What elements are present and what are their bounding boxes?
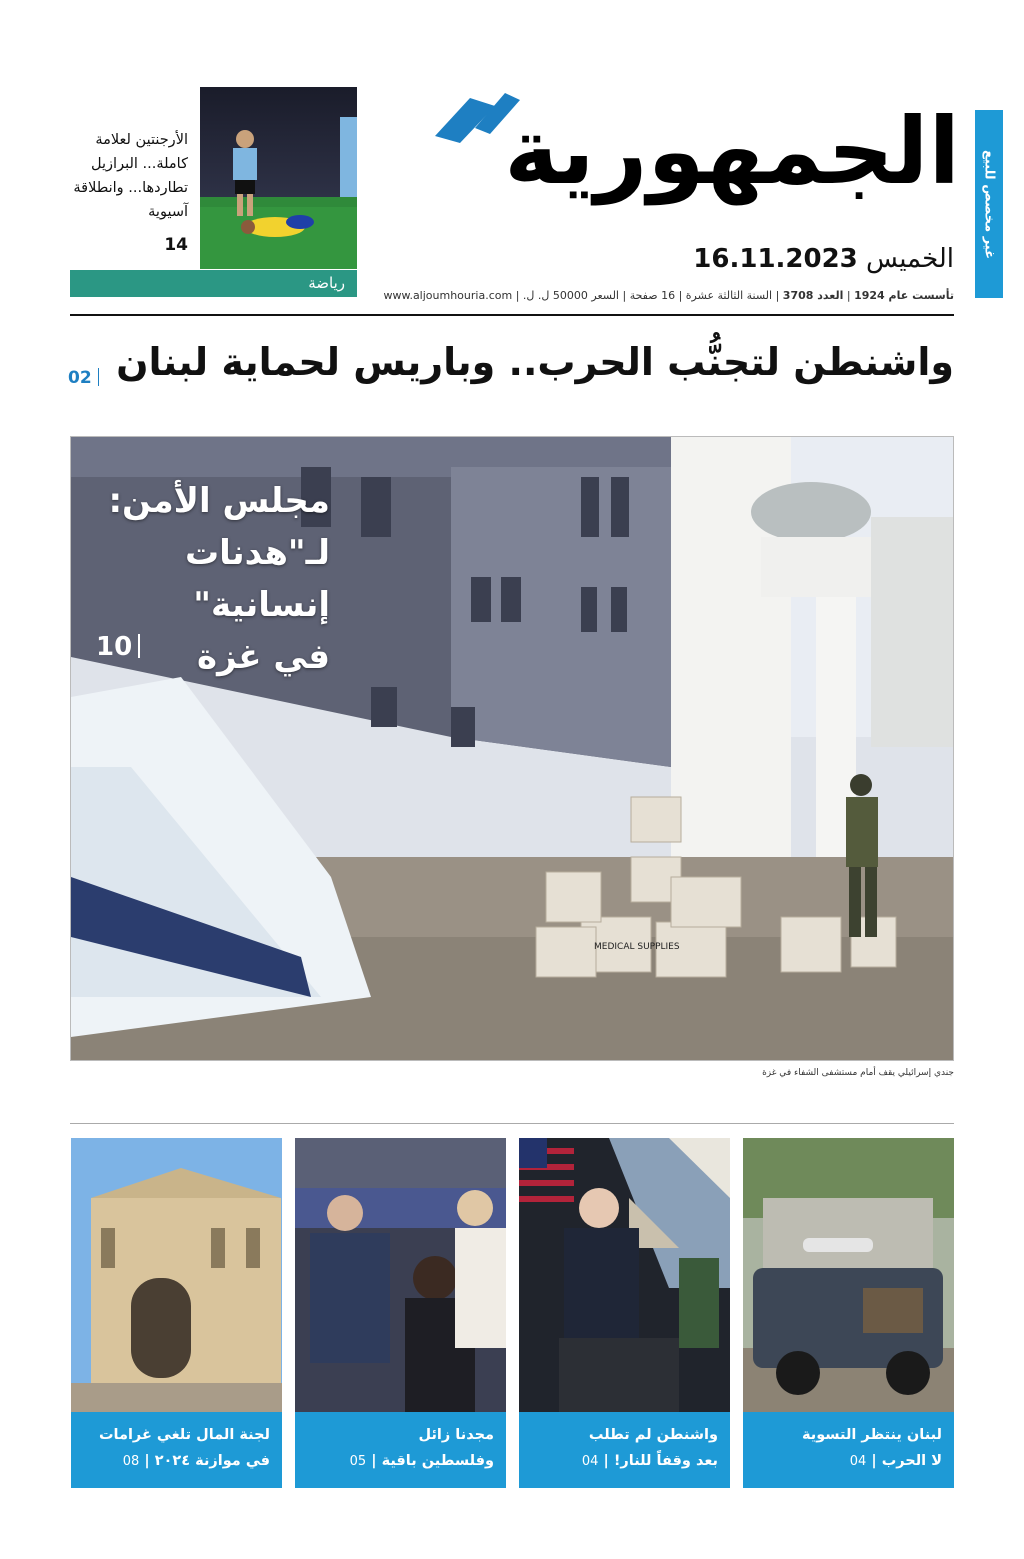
year-text: السنة الثالثة عشرة (685, 289, 773, 302)
main-story-page-ref (96, 632, 140, 662)
story-4-title-line-1: لجنة المال تلغي غرامات (98, 1427, 270, 1443)
story-4-title-line-2: في موازنة ٢٠٢٤ (154, 1453, 270, 1469)
story-2-title-line-2: بعد وقفاً للنار! (613, 1453, 718, 1469)
main-story-line-2: لـ"هدنات إنسانية" (184, 533, 330, 625)
masthead-divider (70, 314, 954, 316)
stories-divider (70, 1123, 954, 1124)
sports-section-label[interactable]: رياضة (70, 270, 357, 297)
story-2-page: 04 (581, 1454, 599, 1469)
headline-page-ref (68, 368, 99, 388)
story-4-photo[interactable] (71, 1138, 282, 1412)
not-for-sale-label: غير مخصص للبيع (981, 149, 997, 259)
story-1-title-line-1: لبنان ينتظر التسوية (801, 1427, 942, 1443)
main-story-line-3: في غزة (197, 637, 330, 677)
story-3-photo[interactable] (295, 1138, 506, 1412)
story-4-card[interactable]: لجنة المال تلغي غرامات في موازنة ٢٠٢٤ | 08 (71, 1412, 282, 1488)
pages-text: 16 صفحة (629, 289, 676, 302)
sports-photo[interactable] (200, 87, 357, 269)
issue-date: 16.11.2023 (693, 244, 858, 274)
story-1-photo[interactable] (743, 1138, 954, 1412)
story-1-title-line-2: لا الحرب (881, 1453, 942, 1469)
story-2-photo[interactable] (519, 1138, 730, 1412)
story-3-card[interactable]: مجدنا زائل وفلسطين باقية | 05 (295, 1412, 506, 1488)
story-3-page: 05 (349, 1454, 367, 1469)
website-link[interactable]: www.aljoumhouria.com (383, 289, 513, 302)
not-for-sale-strip (975, 110, 1003, 298)
newspaper-logo[interactable] (405, 88, 960, 228)
story-3-title-line-1: مجدنا زائل (418, 1427, 494, 1443)
main-headline[interactable]: واشنطن لتجنُّب الحرب.. وباريس لحماية لبنان (116, 340, 954, 384)
logo-text: الجمهورية (504, 98, 960, 205)
main-story-line-1: مجلس الأمن: (108, 481, 330, 521)
founded-text: تأسست عام 1924 (854, 289, 954, 302)
story-2-title-line-1: واشنطن لم تطلب (588, 1427, 718, 1443)
main-story-page-number: 10 (96, 632, 133, 662)
story-2-card[interactable]: واشنطن لم تطلب بعد وقفاً للنار! | 04 (519, 1412, 730, 1488)
story-1-page: 04 (849, 1454, 867, 1469)
story-3-title-line-2: وفلسطين باقية (381, 1453, 494, 1469)
issue-number: العدد 3708 (782, 289, 844, 302)
sports-teaser-text[interactable]: الأرجنتين لعلامة كاملة... البرازيل تطاردها... وانطلاقة آسيوية (73, 132, 188, 220)
photo-caption: جندي إسرائيلي يقف أمام مستشفى الشفاء في غزة (762, 1068, 954, 1078)
story-4-page: 08 (122, 1454, 140, 1469)
price-text: السعر 50000 ل. ل. (522, 289, 619, 302)
sports-page-number: 14 (164, 235, 188, 255)
story-1-card[interactable]: لبنان ينتظر التسوية لا الحرب | 04 (743, 1412, 954, 1488)
date-line (693, 244, 954, 274)
headline-page-number: 02 (68, 368, 92, 388)
issue-meta: تأسست عام 1924 | العدد 3708 | السنة الثالثة عشرة | 16 صفحة | السعر 50000 ل. ل. | www.aljoumhouria.com (383, 289, 954, 302)
day-name: الخميس (866, 244, 954, 274)
medical-box-label: MEDICAL SUPPLIES (594, 942, 680, 952)
